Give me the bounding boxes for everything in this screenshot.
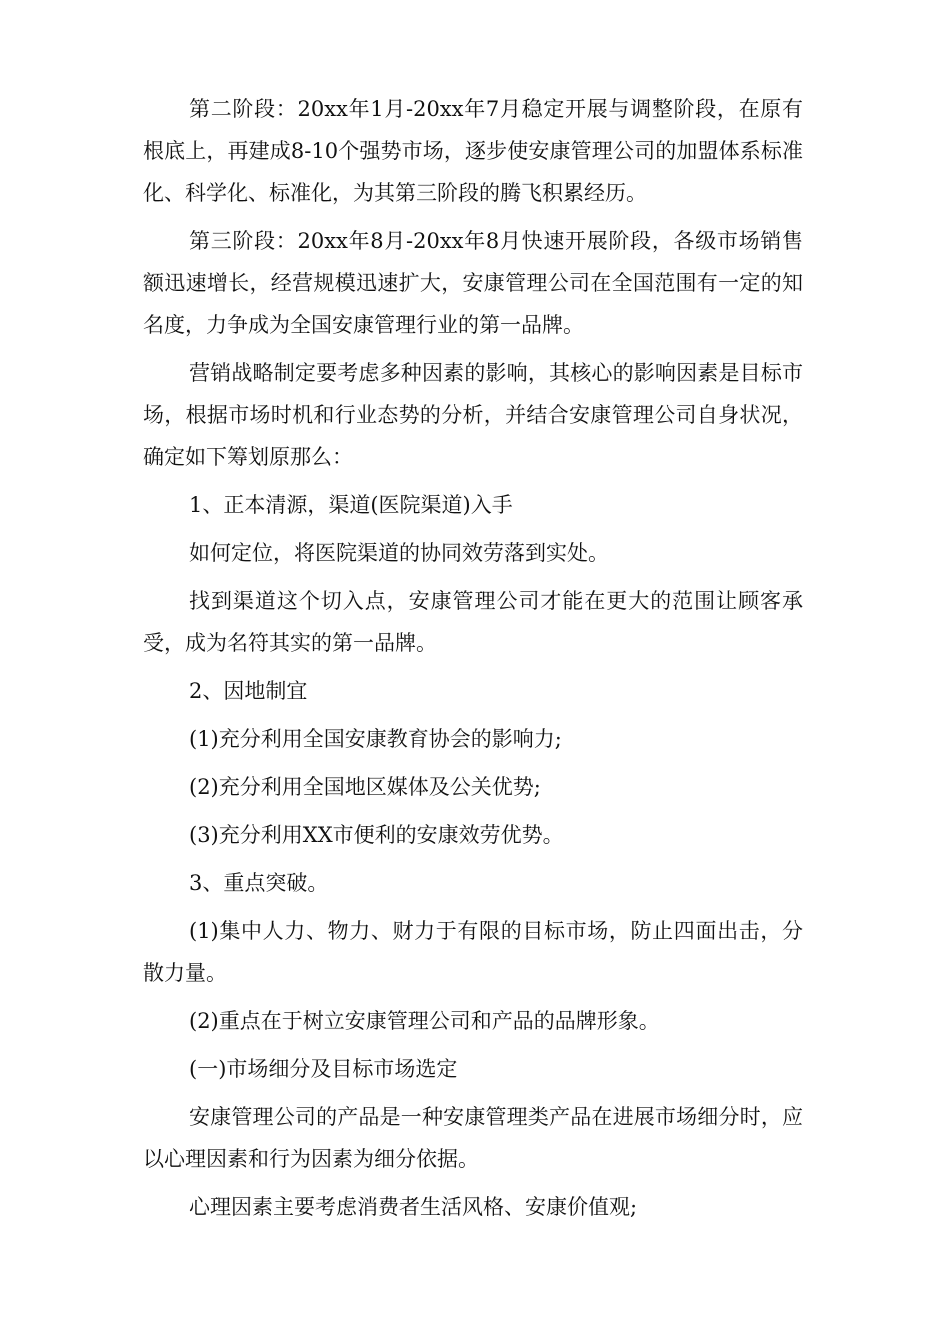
list-item-2-3: (3)充分利用XX市便利的安康效劳优势。 <box>189 823 564 847</box>
paragraph-stage-two: 第二阶段：20xx年1月-20xx年7月稳定开展与调整阶段，在原有根底上，再建成8-10个强势市场，逐步使安康管理公司的加盟体系标准化、科学化、标准化，为其第三阶段的腾飞积累经历。 <box>143 97 803 205</box>
heading-point-1: 1、正本清源，渠道(医院渠道)入手 <box>189 493 513 517</box>
paragraph-entry-point: 找到渠道这个切入点，安康管理公司才能在更大的范围让顾客承受，成为名符其实的第一品牌。 <box>143 589 803 655</box>
paragraph-positioning: 如何定位，将医院渠道的协同效劳落到实处。 <box>189 541 609 565</box>
section-heading-market-segmentation: (一)市场细分及目标市场选定 <box>189 1057 458 1081</box>
list-item-3-2: (2)重点在于树立安康管理公司和产品的品牌形象。 <box>189 1009 660 1033</box>
list-item-2-2: (2)充分利用全国地区媒体及公关优势; <box>189 775 541 799</box>
heading-point-2: 2、因地制宜 <box>189 679 308 703</box>
list-item-2-1: (1)充分利用全国安康教育协会的影响力; <box>189 727 562 751</box>
paragraph-psychological-factors: 心理因素主要考虑消费者生活风格、安康价值观; <box>189 1195 638 1219</box>
heading-point-3: 3、重点突破。 <box>189 871 329 895</box>
document-body <box>143 88 803 1234</box>
paragraph-segmentation-basis: 安康管理公司的产品是一种安康管理类产品在进展市场细分时，应以心理因素和行为因素为细分依据。 <box>143 1105 803 1171</box>
paragraph-strategy-intro: 营销战略制定要考虑多种因素的影响，其核心的影响因素是目标市场，根据市场时机和行业态势的分析，并结合安康管理公司自身状况，确定如下筹划原那么： <box>143 361 803 469</box>
paragraph-stage-three: 第三阶段：20xx年8月-20xx年8月快速开展阶段，各级市场销售额迅速增长，经营规模迅速扩大，安康管理公司在全国范围有一定的知名度，力争成为全国安康管理行业的第一品牌。 <box>143 229 803 337</box>
list-item-3-1: (1)集中人力、物力、财力于有限的目标市场，防止四面出击，分散力量。 <box>143 919 803 985</box>
